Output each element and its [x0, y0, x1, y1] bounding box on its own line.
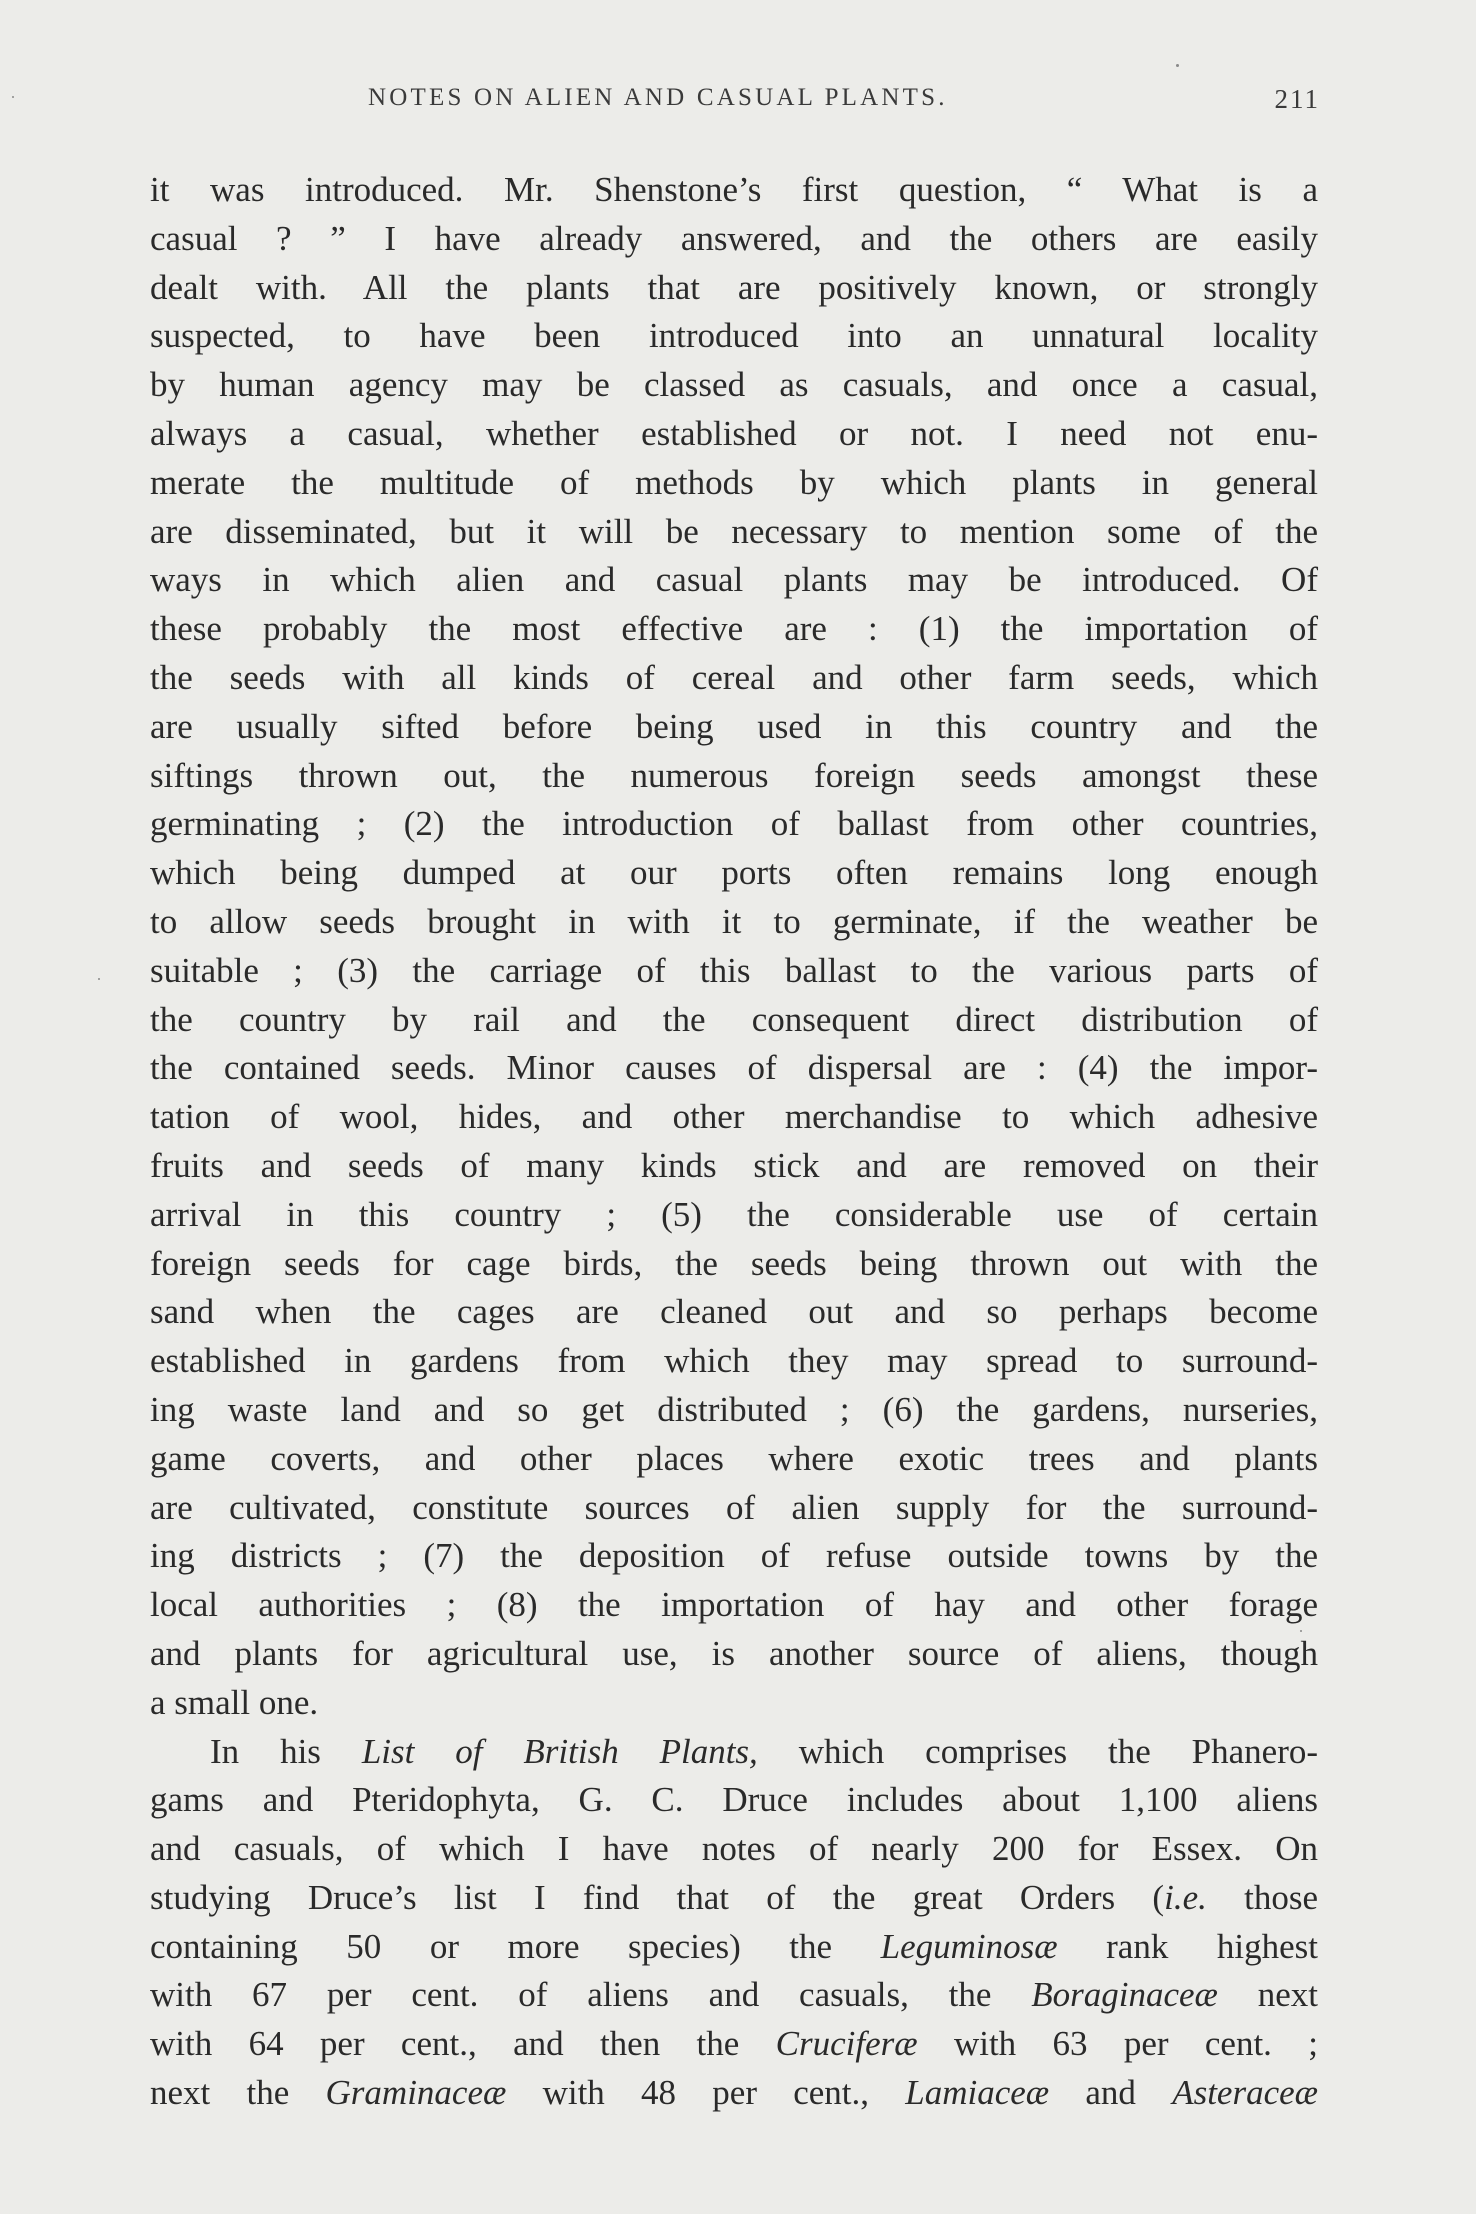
paragraph-2 [150, 1728, 1318, 2118]
text-line: local authorities ; (8) the importation of hay and other forage [150, 1585, 1318, 1625]
text-line: ways in which alien and casual plants may be introduced. Of [150, 560, 1318, 600]
paper-speck [1176, 64, 1179, 67]
text-line: are cultivated, constitute sources of alien supply for the surround- [150, 1487, 1318, 1527]
text-line: studying Druce’s list I find that of the great Orders (i.e. those [150, 1877, 1318, 1917]
text-line: these probably the most effective are : (1) the importation of [150, 609, 1318, 649]
text-line: which being dumped at our ports often remains long enough [150, 853, 1318, 893]
text-line: always a casual, whether established or not. I need not enu- [150, 413, 1318, 453]
text-line: dealt with. All the plants that are positively known, or strongly [150, 267, 1318, 307]
text-line: it was introduced. Mr. Shenstone’s first question, “ What is a [150, 170, 1318, 209]
text-line: suspected, to have been introduced into an unnatural locality [150, 316, 1318, 356]
text-line: ing districts ; (7) the deposition of refuse outside towns by the [150, 1536, 1318, 1576]
text-line: by human agency may be classed as casuals, and once a casual, [150, 365, 1318, 405]
text-line: with 67 per cent. of aliens and casuals, the Boraginaceæ next [150, 1975, 1318, 2015]
text-line: In his List of British Plants, which comprises the Phanero- [210, 1731, 1319, 1771]
text-line: suitable ; (3) the carriage of this ballast to the various parts of [150, 950, 1318, 990]
text-line: gams and Pteridophyta, G. C. Druce includes about 1,100 aliens [150, 1780, 1318, 1820]
text-line: game coverts, and other places where exotic trees and plants [150, 1438, 1318, 1478]
text-line: with 64 per cent., and then the Cruciferæ with 63 per cent. ; [150, 2024, 1318, 2064]
text-line: a small one. [150, 1682, 319, 1722]
text-line: are usually sifted before being used in this country and the [150, 706, 1318, 746]
text-line: containing 50 or more species) the Leguminosæ rank highest [150, 1926, 1318, 1966]
paragraph-1 [150, 166, 1318, 1728]
text-line: foreign seeds for cage birds, the seeds being thrown out with the [150, 1243, 1318, 1283]
text-line: germinating ; (2) the introduction of ballast from other countries, [150, 804, 1318, 844]
running-title: NOTES ON ALIEN AND CASUAL PLANTS. [368, 84, 948, 111]
body-text [150, 166, 1318, 2118]
text-line: next the Graminaceæ with 48 per cent., Lamiaceæ and Asteraceæ [150, 2073, 1318, 2113]
text-line: are disseminated, but it will be necessary to mention some of the [150, 511, 1318, 551]
text-line: and plants for agricultural use, is another source of aliens, though [150, 1633, 1318, 1673]
text-line: casual ? ” I have already answered, and the others are easily [150, 218, 1318, 258]
text-line: siftings thrown out, the numerous foreign seeds amongst these [150, 755, 1318, 795]
text-line: ing waste land and so get distributed ; (6) the gardens, nurseries, [150, 1389, 1318, 1429]
text-line: to allow seeds brought in with it to germinate, if the weather be [150, 901, 1318, 941]
text-line: the seeds with all kinds of cereal and other farm seeds, which [150, 657, 1318, 697]
text-line: merate the multitude of methods by which plants in general [150, 462, 1318, 502]
text-line: tation of wool, hides, and other merchandise to which adhesive [150, 1097, 1318, 1137]
text-line: established in gardens from which they may spread to surround- [150, 1341, 1318, 1381]
paper-speck [1300, 1630, 1302, 1632]
text-line: arrival in this country ; (5) the considerable use of certain [150, 1194, 1318, 1234]
paper-speck [98, 978, 100, 980]
running-head [150, 84, 1320, 128]
text-line: fruits and seeds of many kinds stick and are removed on their [150, 1145, 1318, 1185]
text-line: the country by rail and the consequent direct distribution of [150, 999, 1318, 1039]
text-line: sand when the cages are cleaned out and so perhaps become [150, 1292, 1318, 1332]
text-line: and casuals, of which I have notes of nearly 200 for Essex. On [150, 1829, 1318, 1869]
text-line: the contained seeds. Minor causes of dispersal are : (4) the impor- [150, 1048, 1318, 1088]
paper-speck [12, 96, 14, 98]
page-number: 211 [1274, 84, 1320, 114]
